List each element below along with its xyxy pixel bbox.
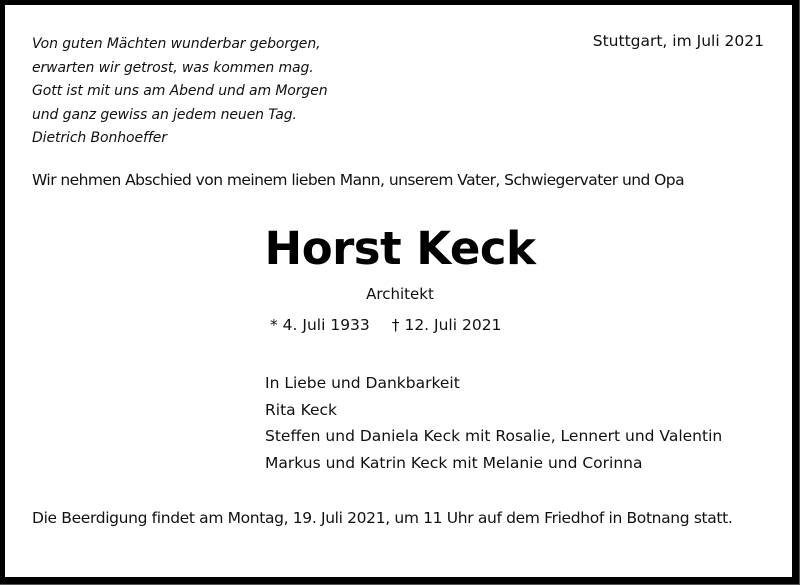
place-date: Stuttgart, im Juli 2021 xyxy=(592,32,764,50)
family-signature xyxy=(265,370,722,476)
family-line: Rita Keck xyxy=(265,400,338,419)
poem-line: erwarten wir getrost, was kommen mag. xyxy=(32,59,314,76)
death-date: † 12. Juli 2021 xyxy=(391,316,502,334)
family-line: Steffen und Daniela Keck mit Rosalie, Lennert und Valentin xyxy=(265,427,723,445)
poem-author: Dietrich Bonhoeffer xyxy=(32,130,167,146)
deceased-profession: Architekt xyxy=(366,285,434,303)
funeral-notice: Die Beerdigung findet am Montag, 19. Juli 2021, um 11 Uhr auf dem Friedhof in Botnang statt. xyxy=(32,509,733,527)
poem-block xyxy=(32,33,328,151)
deceased-name: Horst Keck xyxy=(264,222,536,275)
poem-line: und ganz gewiss an jedem neuen Tag. xyxy=(32,106,297,123)
farewell-intro: Wir nehmen Abschied von meinem lieben Mann, unserem Vater, Schwiegervater und Opa xyxy=(32,171,685,189)
poem-line: Gott ist mit uns am Abend und am Morgen xyxy=(32,83,328,99)
poem-line: Von guten Mächten wunderbar geborgen, xyxy=(32,36,321,52)
birth-date: * 4. Juli 1933 xyxy=(270,316,370,334)
family-line: Markus und Katrin Keck mit Melanie und Corinna xyxy=(265,453,643,472)
life-dates xyxy=(270,316,501,334)
family-line: In Liebe und Dankbarkeit xyxy=(265,374,460,392)
